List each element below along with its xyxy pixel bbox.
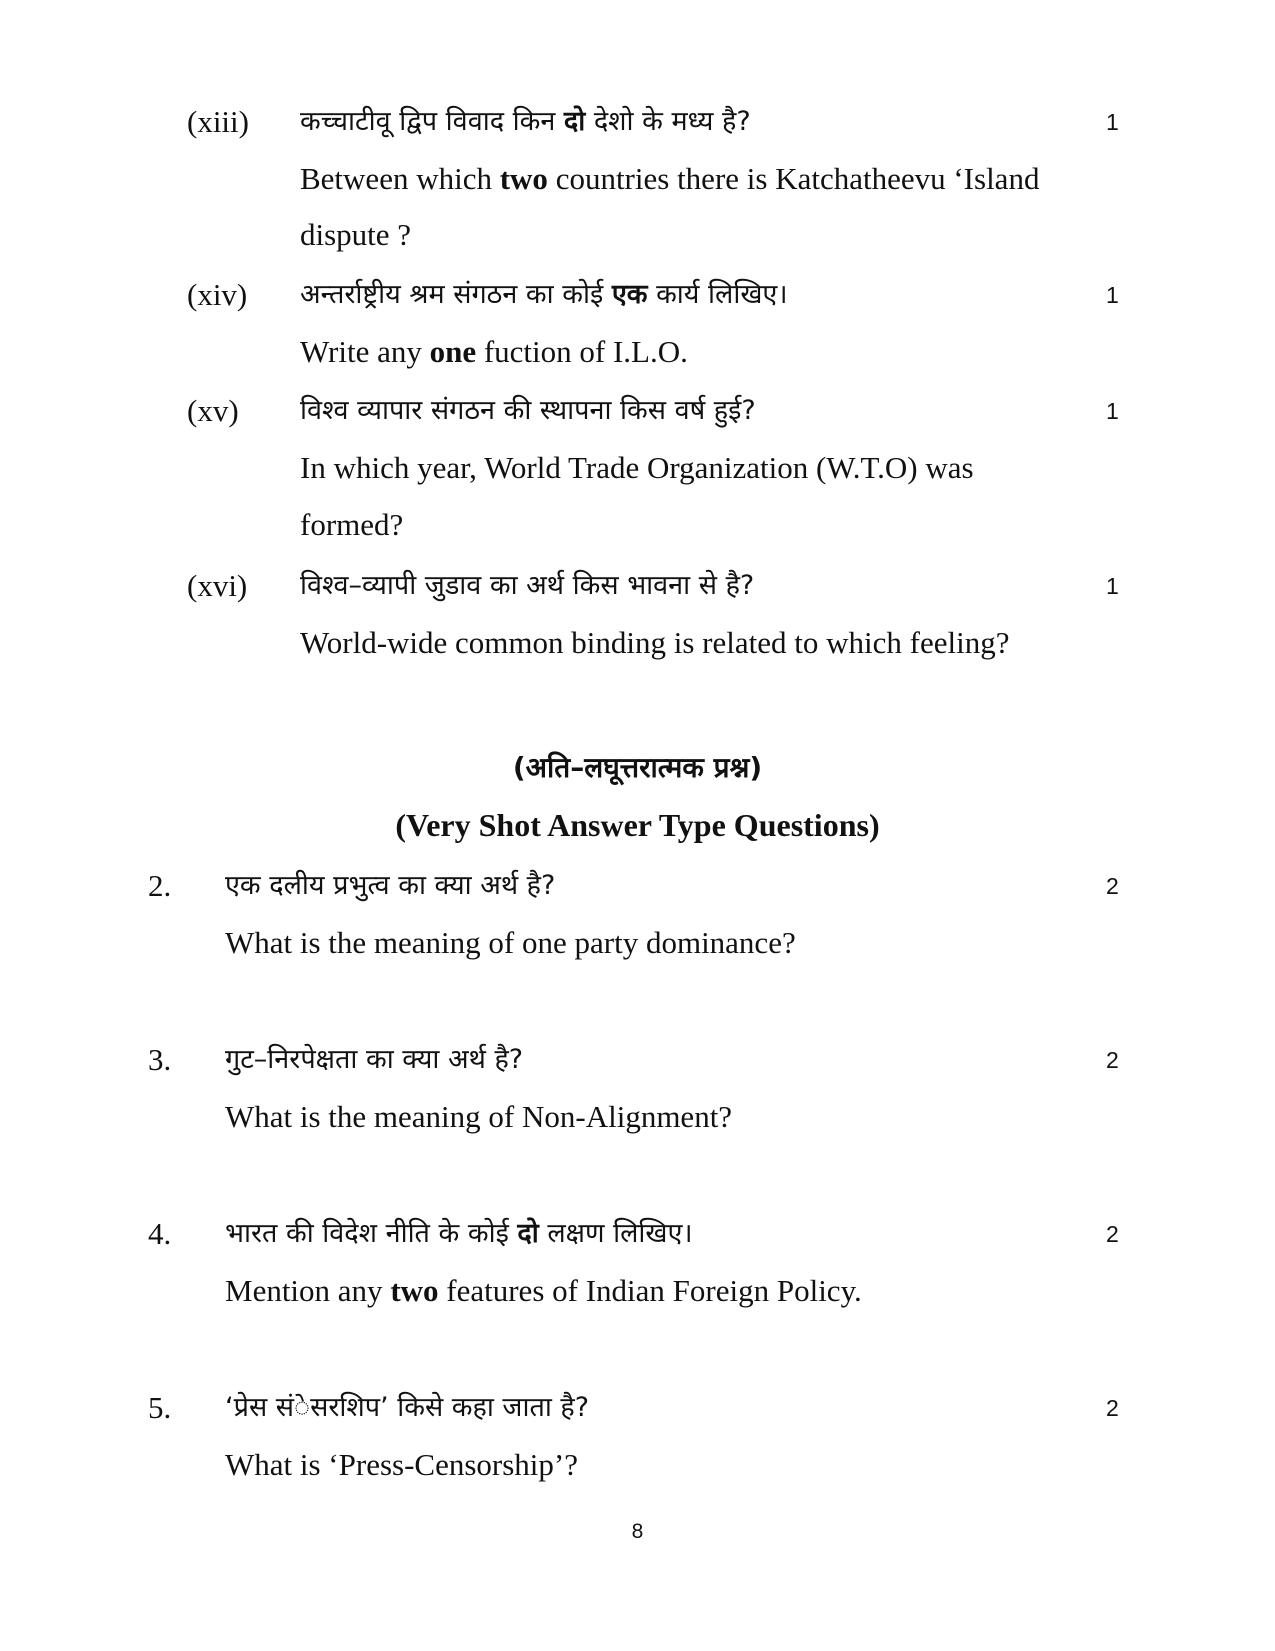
question-text-english: Between which two countries there is Katchatheevu ‘Island [300,161,1040,196]
question-text-english: What is the meaning of Non-Alignment? [225,1099,733,1134]
question-text-hindi: एक दलीय प्रभुत्व का क्या अर्थ है? [225,870,556,901]
question-marks: 1 [1106,398,1119,424]
question-number: (xvi) [187,568,248,603]
question-number: 5. [148,1390,172,1425]
section-heading-hindi: (अति–लघूत्तरात्मक प्रश्न) [512,751,763,784]
question-text-english: In which year, World Trade Organization (W.T.O) was [300,450,974,485]
question-marks: 2 [1106,1395,1119,1421]
question-text-english: What is ‘Press-Censorship’? [225,1447,578,1482]
question-marks: 1 [1106,573,1119,599]
question-marks: 1 [1106,109,1119,135]
question-text-hindi: भारत की विदेश नीति के कोई दो लक्षण लिखिए। [225,1218,693,1249]
question-text-hindi: ‘प्रेस संेसरशिप’ किसे कहा जाता है? [225,1392,590,1423]
question-number: 2. [148,868,172,903]
question-text-english-continued: formed? [300,507,404,542]
question-number: (xiv) [187,277,248,312]
question-number: 3. [148,1042,172,1077]
question-number: 4. [148,1216,172,1251]
question-marks: 1 [1106,282,1119,308]
question-number: (xv) [187,393,239,428]
question-text-english: What is the meaning of one party dominance? [225,925,796,960]
question-text-hindi: अन्तर्राष्ट्रीय श्रम संगठन का कोई एक कार्य लिखिए। [300,279,788,310]
question-text-english: World-wide common binding is related to which feeling? [300,625,1010,660]
question-text-hindi: विश्व व्यापार संगठन की स्थापना किस वर्ष हुई? [300,395,756,426]
question-text-english-continued: dispute ? [300,217,412,252]
question-number: (xiii) [187,104,249,139]
page-number: 8 [631,1520,644,1543]
question-text-hindi: गुट–निरपेक्षता का क्या अर्थ है? [225,1044,524,1075]
section-heading-english: (Very Shot Answer Type Questions) [395,807,880,843]
question-text-english: Mention any two features of Indian Foreign Policy. [225,1273,862,1308]
question-text-hindi: कच्चाटीवू द्विप विवाद किन दो देशो के मध्य है? [300,106,751,137]
question-marks: 2 [1106,1221,1119,1247]
question-marks: 2 [1106,873,1119,899]
question-marks: 2 [1106,1047,1119,1073]
question-text-english: Write any one fuction of I.L.O. [300,334,688,369]
question-text-hindi: विश्व–व्यापी जुडाव का अर्थ किस भावना से है? [300,570,755,601]
